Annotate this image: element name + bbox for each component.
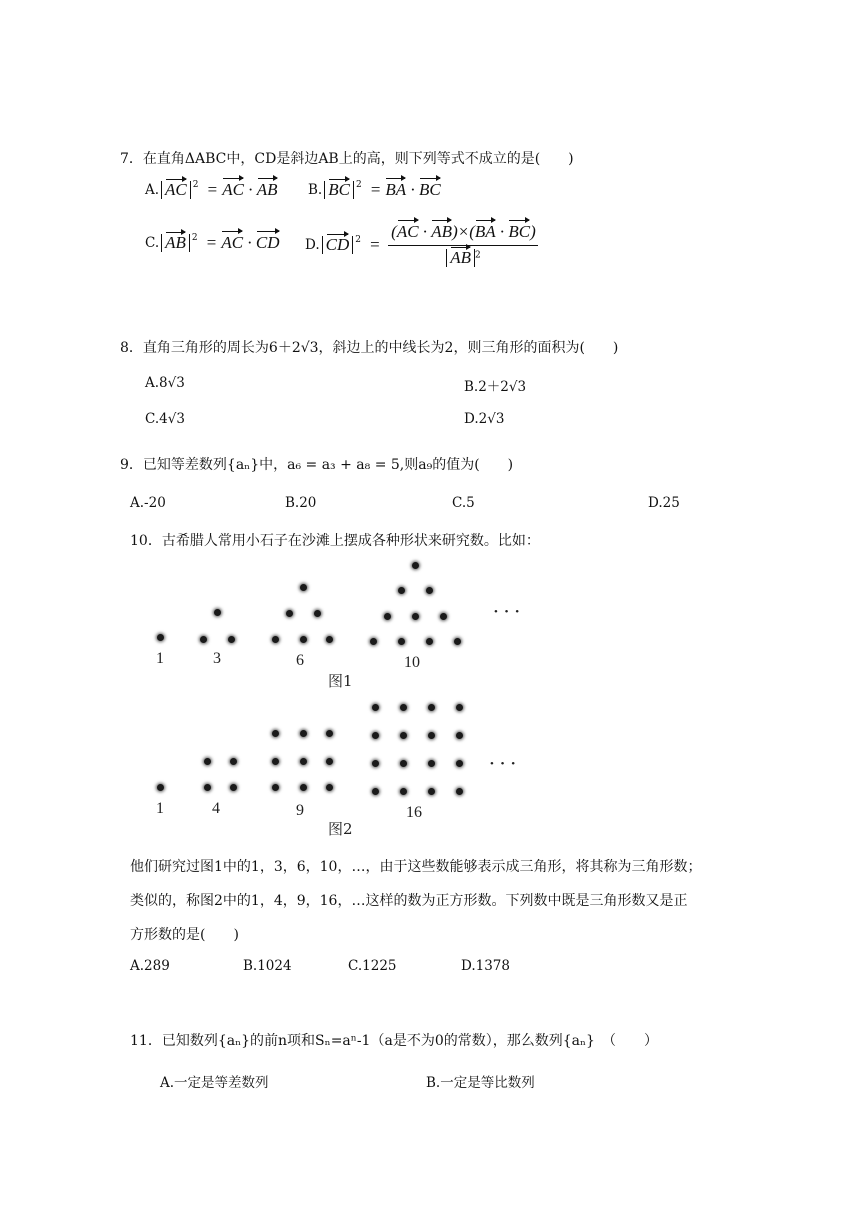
- fig2-label-16: 16: [406, 804, 422, 821]
- q8-option-a: A.8√3: [145, 375, 185, 391]
- q8-option-c: C.4√3: [145, 411, 185, 427]
- fig2-ellipsis: • • •: [490, 758, 518, 770]
- q10-option-a: A.289: [130, 958, 170, 974]
- pebble: [440, 613, 447, 620]
- fig2-label-4: 4: [212, 800, 220, 817]
- pebble: [300, 636, 307, 643]
- pebble: [426, 638, 433, 645]
- q7-option-b: B. BC $^2$ = BA · BC: [308, 180, 441, 199]
- pebble: [157, 634, 164, 641]
- q7-option-d-label: D.: [305, 236, 320, 253]
- pebble: [384, 613, 391, 620]
- q7-option-a: A. AC $^2$ = AC · AB: [145, 180, 278, 199]
- q7-option-c-label: C.: [145, 235, 160, 251]
- q10-option-c: C.1225: [348, 958, 397, 974]
- pebble: [204, 758, 211, 765]
- pebble: [286, 610, 293, 617]
- q7-option-b-label: B.: [308, 182, 323, 198]
- fig2-label-1: 1: [156, 800, 164, 817]
- pebble: [426, 587, 433, 594]
- q7-option-c: C. AB $^2$ = AC · CD: [145, 233, 280, 252]
- q7-option-a-formula: AC: [161, 181, 191, 199]
- pebble: [326, 784, 333, 791]
- q10-body-line-3: 方形数的是( ): [130, 927, 239, 943]
- fig1-label-1: 1: [156, 650, 164, 667]
- pebble: [300, 758, 307, 765]
- pebble: [428, 732, 435, 739]
- pebble: [372, 788, 379, 795]
- q11-option-b: B.一定是等比数列: [426, 1075, 535, 1091]
- q9-option-c: C.5: [452, 495, 475, 511]
- pebble: [272, 730, 279, 737]
- pebble: [326, 636, 333, 643]
- pebble: [372, 704, 379, 711]
- pebble: [230, 784, 237, 791]
- pebble: [157, 784, 164, 791]
- q10-option-d: D.1378: [461, 958, 510, 974]
- fig2-caption: 图2: [328, 820, 353, 838]
- pebble: [412, 613, 419, 620]
- pebble: [372, 732, 379, 739]
- q9-option-b: B.20: [285, 495, 317, 511]
- q8-stem: 8．直角三角形的周长为6＋2√3，斜边上的中线长为2，则三角形的面积为( ): [120, 340, 619, 356]
- fig2-label-9: 9: [296, 802, 304, 819]
- q10-option-b: B.1024: [243, 958, 292, 974]
- pebble: [200, 636, 207, 643]
- q10-body-line-1: 他们研究过图1中的1，3，6，10，…，由于这些数能够表示成三角形，将其称为三角形数；: [130, 859, 702, 875]
- pebble: [300, 784, 307, 791]
- pebble: [400, 760, 407, 767]
- q7-stem: 7．在直角ΔABC中，CD是斜边AB上的高，则下列等式不成立的是( ): [120, 151, 574, 167]
- pebble: [428, 704, 435, 711]
- q10-body-line-2: 类似的，称图2中的1，4，9，16，…这样的数为正方形数。下列数中既是三角形数又是正: [130, 893, 688, 909]
- pebble: [272, 636, 279, 643]
- fig1-label-6: 6: [296, 652, 304, 669]
- q7-option-d: D. CD $^2$ = (AC · AB)×(BA · BC) AB $^2$: [305, 222, 538, 267]
- fig1-label-10: 10: [404, 654, 420, 671]
- pebble: [400, 732, 407, 739]
- q11-stem: 11．已知数列{aₙ}的前n项和Sₙ=aⁿ-1（a是不为0的常数），那么数列{aₙ} （ ）: [130, 1033, 658, 1049]
- pebble: [228, 636, 235, 643]
- q9-option-d: D.25: [648, 495, 680, 511]
- pebble: [230, 758, 237, 765]
- pebble: [400, 788, 407, 795]
- pebble: [326, 730, 333, 737]
- q7-option-a-label: A.: [145, 182, 160, 198]
- pebble: [398, 587, 405, 594]
- pebble: [326, 758, 333, 765]
- q7-option-d-fraction: (AC · AB)×(BA · BC) AB $^2$: [388, 222, 538, 267]
- pebble: [204, 784, 211, 791]
- fig1-caption: 图1: [328, 672, 353, 690]
- pebble: [272, 784, 279, 791]
- pebble: [400, 704, 407, 711]
- q7-option-d-lhs: CD: [322, 236, 354, 254]
- pebble: [456, 788, 463, 795]
- pebble: [456, 760, 463, 767]
- pebble: [454, 638, 461, 645]
- q7-option-b-formula: BC: [324, 181, 354, 199]
- q11-option-a: A.一定是等差数列: [160, 1075, 269, 1091]
- pebble: [300, 584, 307, 591]
- q9-option-a: A.-20: [130, 495, 166, 511]
- q7-option-c-formula: AB: [161, 234, 190, 252]
- pebble: [214, 609, 221, 616]
- q9-stem: 9．已知等差数列{aₙ}中，a₆ = a₃ + a₈ = 5,则a₉的值为( ): [120, 457, 514, 473]
- pebble: [456, 704, 463, 711]
- q8-option-b: B.2＋2√3: [464, 379, 527, 395]
- q10-stem: 10．古希腊人常用小石子在沙滩上摆成各种形状来研究数。比如：: [130, 533, 540, 549]
- pebble: [398, 638, 405, 645]
- pebble: [314, 610, 321, 617]
- pebble: [412, 562, 419, 569]
- fig1-label-3: 3: [213, 650, 221, 667]
- pebble: [428, 760, 435, 767]
- fig1-ellipsis: • • •: [494, 606, 522, 618]
- q8-option-d: D.2√3: [464, 411, 505, 427]
- pebble: [300, 730, 307, 737]
- pebble: [370, 638, 377, 645]
- pebble: [372, 760, 379, 767]
- pebble: [272, 758, 279, 765]
- pebble: [456, 732, 463, 739]
- pebble: [428, 788, 435, 795]
